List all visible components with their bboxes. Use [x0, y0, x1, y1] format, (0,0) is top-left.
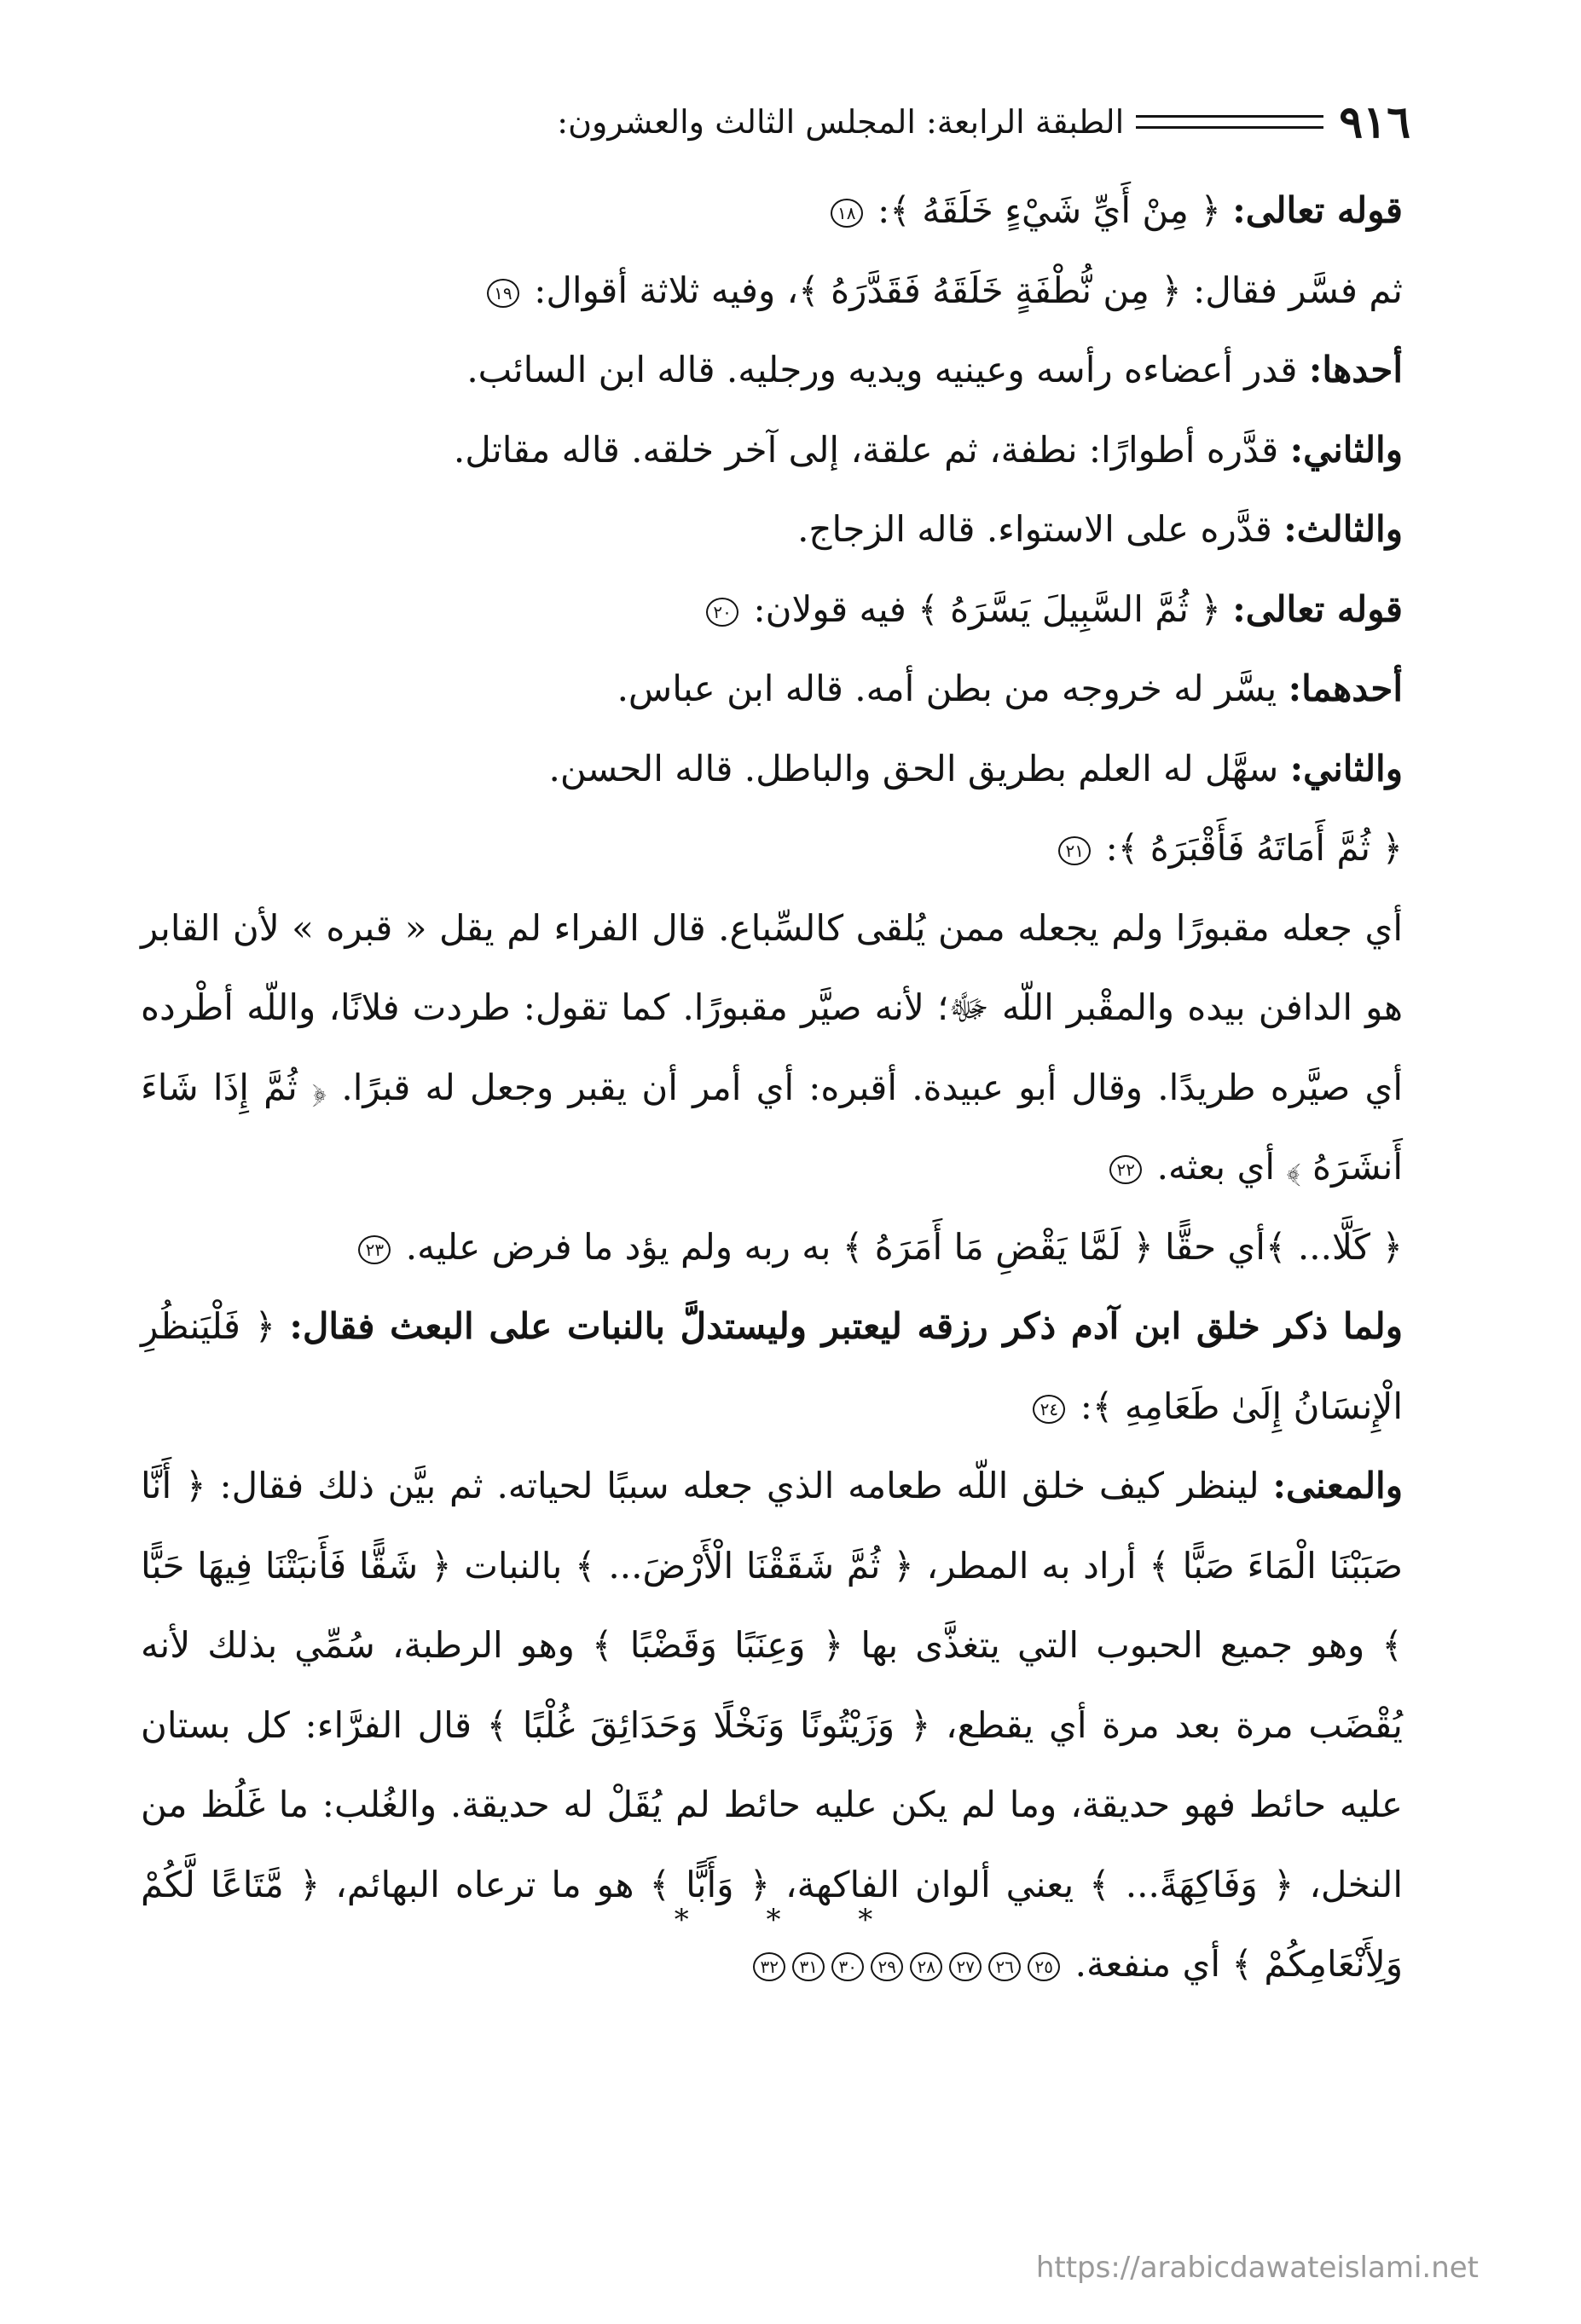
paragraph — [141, 888, 1403, 1207]
paragraph-text: أي جعله مقبورًا ولم يجعله ممن يُلقى كالسِّباع. قال الفراء لم يقل « قبره » لأن القابر هو الدافن بيده والمقْبر اللّه ﷻ؛ لأنه صيَّر مقبورًا. كما تقول: طردت فلانًا، واللّه أطْرده أي صيَّره طريدًا. وقال أبو عبيدة. أقبره: أي أمر أن يقبر وجعل له قبرًا. ﴿ ثُمَّ إِذَا شَاءَ أَنشَرَهُ ﴾ أي بعثه. — [141, 906, 1403, 1188]
page-number: ٩١٦ — [1339, 95, 1410, 148]
paragraph-lead: أحدها: — [1308, 349, 1403, 390]
paragraph — [141, 1286, 1403, 1446]
paragraph-text: قدَّره على الاستواء. قاله الزجاج. — [797, 508, 1272, 550]
paragraph-lead: والثاني: — [1289, 428, 1403, 471]
paragraph-text: لينظر كيف خلق اللّه طعامه الذي جعله سببًا لحياته. ثم بيَّن ذلك فقال: ﴿ أَنَّا صَبَبْنَا الْمَاءَ صَبًّا ﴾ أراد به المطر، ﴿ ثُمَّ شَقَقْنَا الْأَرْضَ... ﴾ بالنبات ﴿ شَقًّا فَأَنبَتْنَا فِيهَا حَبًّا ﴾ وهو جميع الحبوب التي يتغذَّى بها ﴿ وَعِنَبًا وَقَضْبًا ﴾ وهو الرطبة، سُمِّي بذلك لأنه يُقْضَب مرة بعد مرة أي يقطع، ﴿ وَزَيْتُونًا وَنَخْلًا وَحَدَائِقَ غُلْبًا ﴾ قال الفرَّاء: كل بستان عليه حائط فهو حديقة، وما لم يكن عليه حائط لم يُقَلْ له حديقة. والغُلب: ما غَلُظ من النخل، ﴿ وَفَاكِهَةً... ﴾ يعني ألوان الفاكهة، ﴿ وَأَبًّا ﴾ هو ما ترعاه البهائم، ﴿ مَّتَاعًا لَّكُمْ وَلِأَنْعَامِكُمْ ﴾ أي منفعة. — [141, 1465, 1404, 1985]
paragraph-text: يسَّر له خروجه من بطن أمه. قاله ابن عباس. — [617, 668, 1277, 709]
paragraph-lead: قوله تعالى: — [1232, 189, 1403, 231]
running-title: الطبقة الرابعة: المجلس الثالث والعشرون: — [557, 103, 1125, 141]
paragraph — [141, 171, 1403, 251]
paragraph-lead: والثالث: — [1283, 508, 1403, 550]
paragraph-lead: والثاني: — [1289, 747, 1403, 789]
paragraph-lead: قوله تعالى: — [1232, 587, 1403, 630]
ayah-number-marker: ٣٢ — [753, 1952, 785, 1981]
ayah-number-marker: ٢٠ — [706, 598, 738, 627]
paragraph-text: ﴿ فَلْيَنظُرِ الْإِنسَانُ إِلَىٰ طَعَامِهِ ﴾: — [141, 1305, 1403, 1427]
paragraph-text: ﴿ مِنْ أَيِّ شَيْءٍ خَلَقَهُ ﴾: — [877, 189, 1221, 231]
ayah-number-marker: ١٩ — [487, 279, 519, 308]
ayah-number-marker: ٢٦ — [988, 1952, 1021, 1981]
paragraph — [141, 330, 1403, 410]
paragraph-lead: أحدهما: — [1288, 668, 1403, 709]
paragraph — [141, 251, 1403, 331]
paragraph-lead: ولما ذكر خلق ابن آدم ذكر رزقه ليعتبر وليستدلَّ بالنبات على البعث فقال: — [289, 1305, 1404, 1347]
section-separator: * * * — [674, 1903, 907, 1937]
paragraph-text: سهَّل له العلم بطريق الحق والباطل. قاله الحسن. — [548, 747, 1279, 789]
paragraph — [141, 649, 1403, 729]
paragraph-text: ﴿ ثُمَّ السَّبِيلَ يَسَّرَهُ ﴾ فيه قولان: — [753, 587, 1221, 630]
ayah-number-marker: ١٨ — [831, 199, 863, 228]
ayah-number-marker: ٢٨ — [910, 1952, 942, 1981]
ayah-number-marker: ٢٩ — [871, 1952, 903, 1981]
ayah-number-marker: ٢٢ — [1109, 1155, 1142, 1184]
watermark-url: https://arabicdawateislami.net — [1035, 2251, 1479, 2285]
paragraph-lead: والمعنى: — [1272, 1465, 1403, 1506]
paragraph — [141, 808, 1403, 888]
ayah-number-marker: ٣٠ — [831, 1952, 864, 1981]
paragraph — [141, 410, 1403, 490]
paragraph — [141, 569, 1403, 650]
paragraph — [141, 729, 1403, 809]
paragraph — [141, 489, 1403, 569]
paragraph — [141, 1207, 1403, 1287]
page-header — [128, 92, 1410, 152]
paragraph-text: قدَّره أطوارًا: نطفة، ثم علقة، إلى آخر خلقه. قاله مقاتل. — [453, 428, 1279, 471]
paragraph-text: ﴿ ثُمَّ أَمَاتَهُ فَأَقْبَرَهُ ﴾: — [1105, 827, 1403, 869]
ayah-number-marker: ٢٤ — [1033, 1395, 1065, 1424]
ayah-number-marker: ٢٥ — [1028, 1952, 1060, 1981]
ayah-number-marker: ٢١ — [1058, 836, 1091, 865]
ayah-number-marker: ٢٧ — [949, 1952, 982, 1981]
ayah-number-marker: ٣١ — [792, 1952, 825, 1981]
paragraph-text: ﴿ كَلَّا... ﴾أي حقًّا ﴿ لَمَّا يَقْضِ مَا أَمَرَهُ ﴾ به ربه ولم يؤد ما فرض عليه. — [405, 1225, 1403, 1268]
paragraph-text: ثم فسَّر فقال: ﴿ مِن نُّطْفَةٍ خَلَقَهُ فَقَدَّرَهُ ﴾، وفيه ثلاثة أقوال: — [534, 269, 1403, 311]
header-rule — [1136, 115, 1323, 129]
paragraph-text: قدر أعضاءه رأسه وعينيه ويديه ورجليه. قاله ابن السائب. — [466, 349, 1298, 390]
page-body — [141, 171, 1403, 2004]
ayah-number-marker: ٢٣ — [358, 1235, 391, 1264]
